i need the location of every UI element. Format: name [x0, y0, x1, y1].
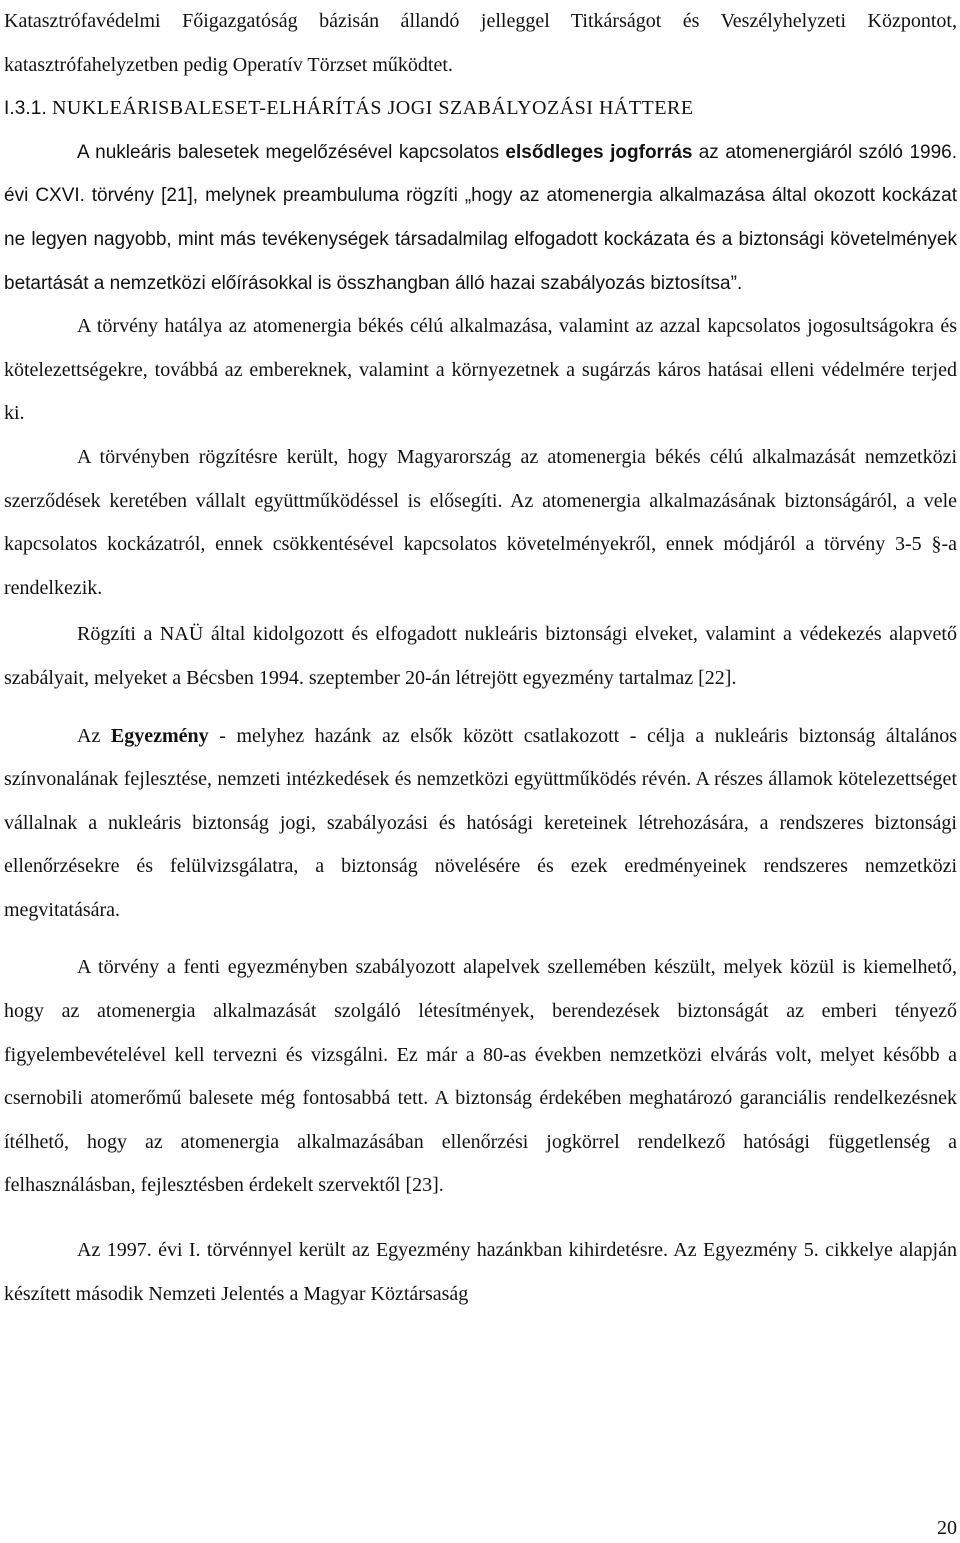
paragraph-promulgation: Az 1997. évi I. törvénnyel került az Egyezmény hazánkban kihirdetésre. Az Egyezmény 5. cikkelye alapján készített második Nemzeti Jelentés a Magyar Köztársaság	[4, 1239, 957, 1305]
paragraph-cooperation: A törvényben rögzítésre került, hogy Magyarország az atomenergia békés célú alkalmazását nemzetközi szerződések keretében vállalt együttműködéssel is elősegíti. Az atomenergia alkalmazásának biztonságáról, a vele kapcsolatos kockázatról, ennek csökkentésével kapcsolatos követelményekről, ennek módjáról a törvény 3-5 §-a rendelkezik.	[4, 445, 957, 599]
paragraph-scope: A törvény hatálya az atomenergia békés célú alkalmazása, valamint az azzal kapcsolatos jogosultságokra és kötelezettségekre, továbbá az embereknek, valamint a környezetnek a sugárzás káros hatásai elleni védelmére terjed ki.	[4, 315, 957, 425]
section-number: I.3.1.	[4, 98, 47, 120]
paragraph-legal-source: A nukleáris balesetek megelőzésével kapcsolatos elsődleges jogforrás az atomenergiáról szóló 1996. évi CXVI. törvény [21], melynek preambuluma rögzíti „hogy az atomenergia alkalmazása által okozott kockázat ne legyen nagyobb, mint más tevékenységek társadalmilag elfogadott kockázata és a biztonsági követelmények betartását a nemzetközi előírásokkal is összhangban álló hazai szabályozás biztosítsa”.	[4, 141, 958, 294]
bold-convention: Egyezmény	[110, 724, 209, 747]
paragraph-principles: Rögzíti a NAÜ által kidolgozott és elfogadott nukleáris biztonsági elveket, valamint a védekezés alapvető szabályait, melyeket a Bécsben 1994. szeptember 20-án létrejött egyezmény tartalmaz [22].	[4, 623, 957, 689]
document-page	[4, 0, 957, 1316]
section-heading	[4, 87, 957, 131]
section-title: NUKLEÁRISBALESET-ELHÁRÍTÁS JOGI SZABÁLYOZÁSI HÁTTERE	[51, 97, 694, 120]
paragraph-convention: Az Egyezmény - melyhez hazánk az elsők között csatlakozott - célja a nukleáris biztonság általános színvonalának fejlesztése, nemzeti intézkedések és nemzetközi együttműködés révén. A részes államok kötelezettséget vállalnak a nukleáris biztonság jogi, szabályozási és hatósági kereteinek létrehozására, a rendszeres biztonsági ellenőrzésekre és felülvizsgálatra, a biztonság növelésére és ezek eredményeinek rendszeres nemzetközi megvitatására.	[4, 724, 958, 921]
bold-primary-source: elsődleges jogforrás	[505, 141, 693, 163]
paragraph-intro-end: Katasztrófavédelmi Főigazgatóság bázisán állandó jelleggel Titkárságot és Veszélyhelyzeti Központot, katasztrófahelyzetben pedig Operatív Törzset működtet.	[4, 10, 957, 76]
page-number: 20	[937, 1517, 957, 1539]
paragraph-safety: A törvény a fenti egyezményben szabályozott alapelvek szellemében készült, melyek közül is kiemelhető, hogy az atomenergia alkalmazását szolgáló létesítmények, berendezések biztonságát az emberi tényező figyelembevételével kell tervezni és vizsgálni. Ez már a 80-as években nemzetközi elvárás volt, melyet később a csernobili atomerőmű balesete még fontosabbá tett. A biztonság érdekében meghatározó garanciális rendelkezésnek ítélhető, hogy az atomenergia alkalmazásában ellenőrzési jogkörrel rendelkező hatósági függetlenség a felhasználásban, fejlesztésben érdekelt szervektől [23].	[4, 956, 957, 1197]
